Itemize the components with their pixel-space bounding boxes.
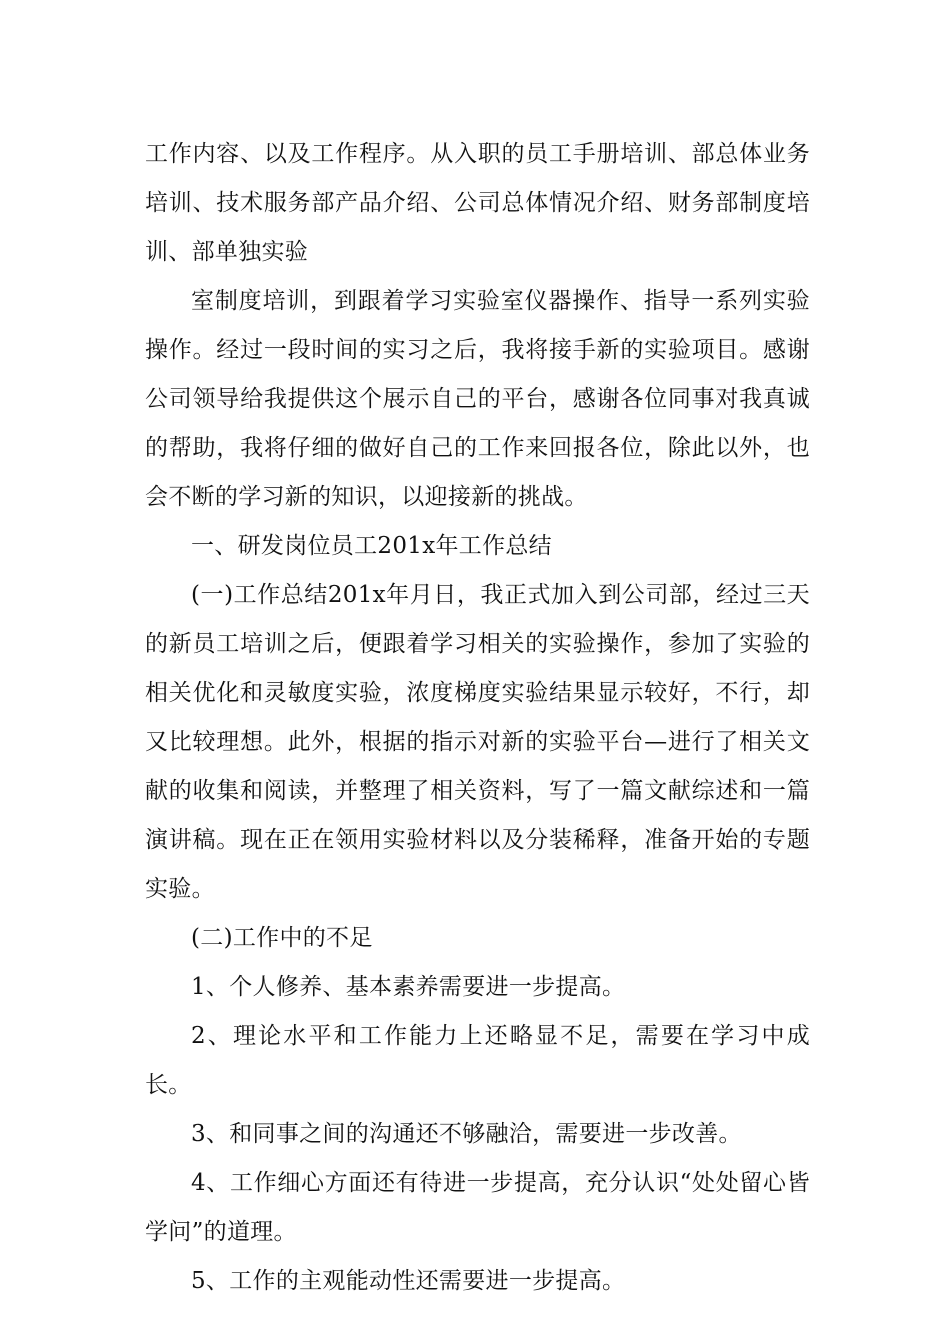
paragraph-work-summary: (一)工作总结201x年月日，我正式加入到公司部，经过三天的新员工培训之后，便跟着学习相关的实验操作，参加了实验的相关优化和灵敏度实验，浓度梯度实验结果显示较好，不行，却又比较理想。此外，根据的指示对新的实验平台—进行了相关文献的收集和阅读，并整理了相关资料，写了一篇文献综述和一篇演讲稿。现在正在领用实验材料以及分装稀释，准备开始的专题实验。	[145, 582, 810, 902]
paragraph-2: 室制度培训，到跟着学习实验室仪器操作、指导一系列实验操作。经过一段时间的实习之后，我将接手新的实验项目。感谢公司领导给我提供这个展示自己的平台，感谢各位同事对我真诚的帮助，我将仔细的做好自己的工作来回报各位，除此以外，也会不断的学习新的知识，以迎接新的挑战。	[145, 288, 810, 510]
subheading-shortcomings: (二)工作中的不足	[191, 925, 373, 951]
document-body	[145, 130, 810, 1306]
paragraph-1: 工作内容、以及工作程序。从入职的员工手册培训、部总体业务培训、技术服务部产品介绍、公司总体情况介绍、财务部制度培训、部单独实验	[145, 141, 810, 265]
section-heading-1: 一、研发岗位员工201x年工作总结	[191, 533, 552, 559]
list-item-3: 3、和同事之间的沟通还不够融洽，需要进一步改善。	[191, 1121, 742, 1147]
list-item-5: 5、工作的主观能动性还需要进一步提高。	[191, 1268, 626, 1294]
list-item-1: 1、个人修养、基本素养需要进一步提高。	[191, 974, 626, 1000]
list-item-4: 4、工作细心方面还有待进一步提高，充分认识“处处留心皆学问”的道理。	[145, 1170, 810, 1245]
list-item-2: 2、理论水平和工作能力上还略显不足，需要在学习中成长。	[145, 1023, 810, 1098]
